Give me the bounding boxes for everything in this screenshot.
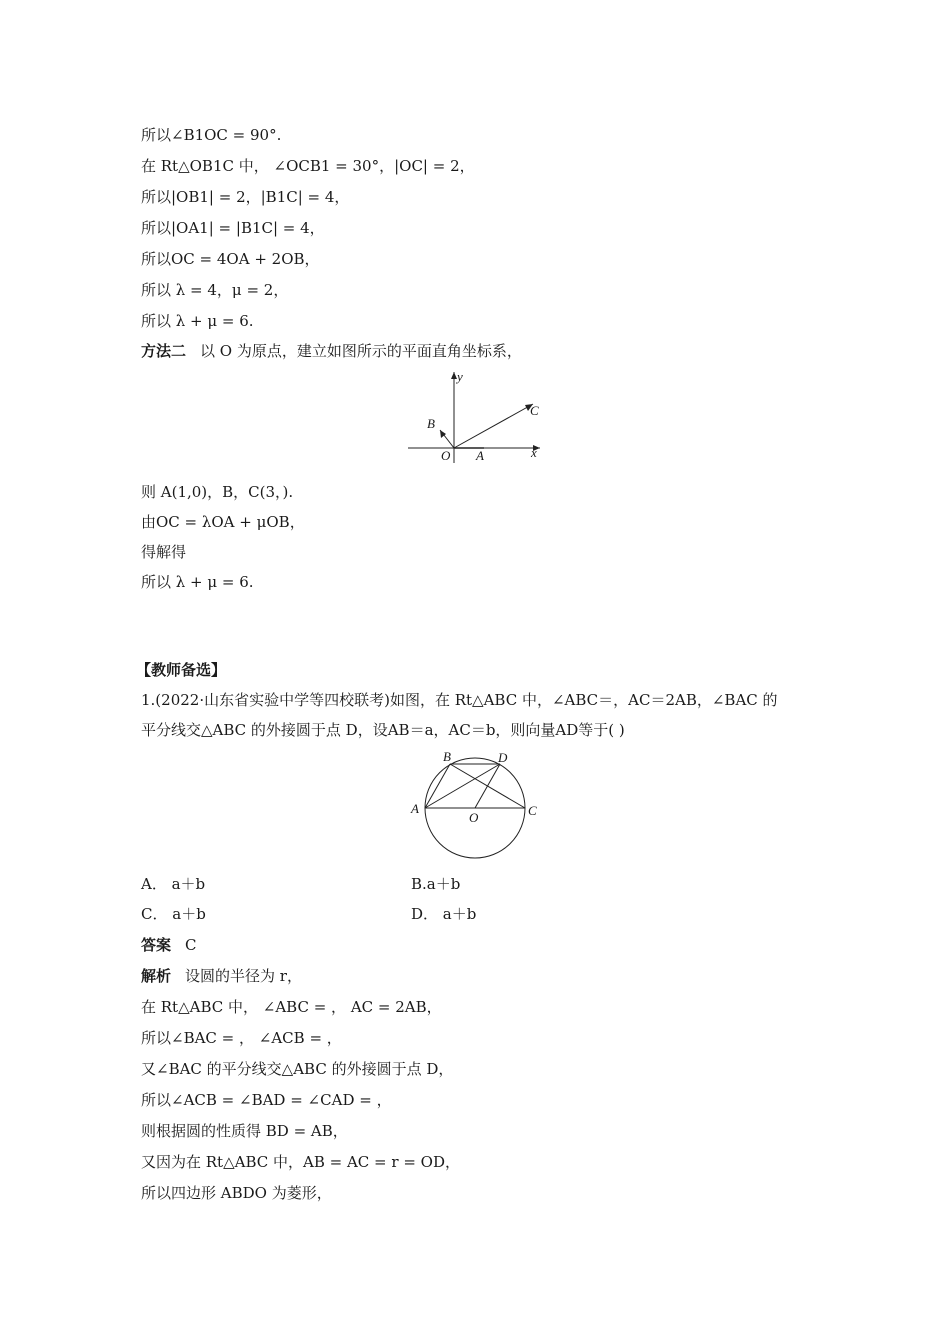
text-line: 所以四边形 ABDO 为菱形， bbox=[141, 1184, 332, 1202]
option-c: C． a＋b bbox=[141, 905, 206, 923]
text-line: 所以|OA1| = |B1C| = 4， bbox=[141, 219, 325, 237]
option-d: D． a＋b bbox=[411, 905, 477, 923]
text-line: 则根据圆的性质得 BD = AB， bbox=[141, 1122, 348, 1140]
label-y: y bbox=[457, 369, 463, 384]
text-line: 在 Rt△OB1C 中， ∠OCB1 = 30°，|OC| = 2， bbox=[141, 157, 475, 175]
option-b: B.a＋b bbox=[411, 875, 461, 893]
label-b: B bbox=[443, 749, 451, 764]
text-line: 所以∠ACB = ∠BAD = ∠CAD = ， bbox=[141, 1091, 392, 1109]
label-d: D bbox=[498, 750, 508, 765]
text-line: 由OC = λOA + μOB， bbox=[141, 513, 305, 531]
label-b: B bbox=[427, 416, 435, 431]
text-line: 在 Rt△ABC 中， ∠ABC = ， AC = 2AB， bbox=[141, 998, 442, 1016]
label-c: C bbox=[530, 403, 539, 418]
answer-line bbox=[141, 935, 197, 955]
vector-oc bbox=[454, 404, 533, 448]
text-line: 所以|OB1| = 2，|B1C| = 4， bbox=[141, 188, 350, 206]
text-line: 所以 λ + μ = 6. bbox=[141, 312, 254, 330]
analysis-line bbox=[141, 966, 302, 986]
answer-label: 答案 bbox=[141, 936, 172, 954]
option-a: A． a＋b bbox=[141, 875, 206, 893]
text-line: 又因为在 Rt△ABC 中，AB = AC = r = OD， bbox=[141, 1153, 460, 1171]
segment-do bbox=[475, 764, 500, 808]
answer-value: C bbox=[185, 936, 197, 954]
analysis-first: 设圆的半径为 r， bbox=[185, 967, 302, 985]
label-o: O bbox=[469, 810, 479, 825]
analysis-label: 解析 bbox=[141, 967, 172, 985]
text-line: 所以OC = 4OA + 2OB， bbox=[141, 250, 320, 268]
segment-ab bbox=[425, 764, 450, 808]
circle-figure bbox=[405, 748, 545, 860]
text-line: 得解得 bbox=[141, 543, 187, 561]
text-line: 则 A(1,0)，B，C(3，). bbox=[141, 483, 294, 501]
label-o: O bbox=[441, 448, 451, 463]
problem-line: 1.(2022·山东省实验中学等四校联考)如图，在 Rt△ABC 中，∠ABC＝，AC＝2AB，∠BAC 的 bbox=[141, 691, 778, 709]
label-a: A bbox=[476, 448, 484, 463]
text-line: 所以 λ = 4，μ = 2， bbox=[141, 281, 289, 299]
method2-label: 方法二 bbox=[141, 342, 187, 360]
problem-line: 平分线交△ABC 的外接圆于点 D，设AB＝a，AC＝b，则向量AD等于( ) bbox=[141, 721, 625, 739]
coordinate-figure bbox=[400, 368, 550, 468]
label-x: x bbox=[531, 445, 537, 460]
text-line: 所以∠B1OC = 90°. bbox=[141, 126, 282, 144]
label-a: A bbox=[411, 801, 419, 816]
text-line: 又∠BAC 的平分线交△ABC 的外接圆于点 D， bbox=[141, 1060, 454, 1078]
method2-line bbox=[141, 341, 522, 361]
method2-text: 以 O 为原点，建立如图所示的平面直角坐标系， bbox=[200, 342, 522, 360]
teacher-heading: 【教师备选】 bbox=[136, 661, 227, 679]
segment-ad bbox=[425, 764, 500, 808]
label-c: C bbox=[528, 803, 537, 818]
text-line: 所以∠BAC = ， ∠ACB = ， bbox=[141, 1029, 342, 1047]
text-line: 所以 λ + μ = 6. bbox=[141, 573, 254, 591]
